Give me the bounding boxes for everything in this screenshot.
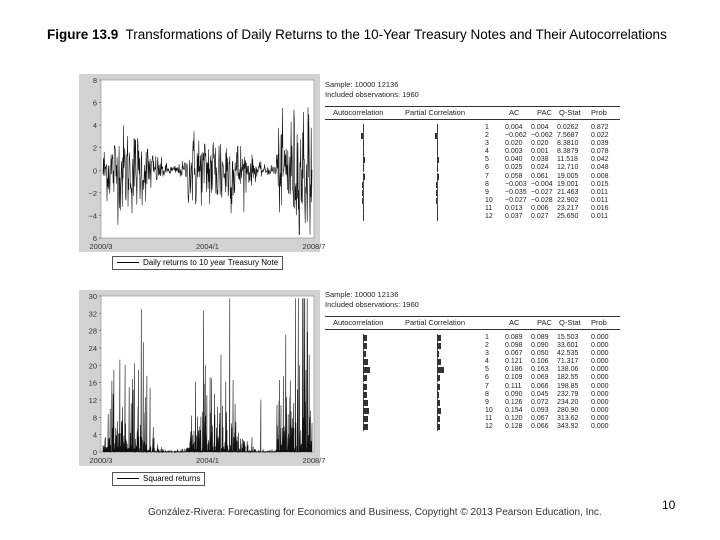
correlogram-row (325, 358, 620, 366)
qstat-value: 138.06 (557, 366, 579, 374)
ac-bar (363, 367, 370, 373)
col-ac: AC (509, 318, 520, 327)
pac-value: 0.090 (531, 342, 549, 350)
qstat-value: 23.217 (557, 204, 579, 212)
y-tick-label: 6 (92, 98, 97, 108)
qstat-value: 19.001 (557, 180, 579, 188)
page-number: 10 (662, 498, 676, 512)
prob-value: 0.000 (591, 414, 609, 422)
prob-value: 0.011 (591, 188, 608, 196)
correlogram-header (325, 106, 620, 120)
lag: 6 (485, 374, 489, 382)
y-tick-label: 4 (92, 430, 97, 440)
y-tick-label: 12 (88, 396, 97, 405)
ac-value: −0.062 (505, 132, 527, 140)
legend-line-swatch (117, 262, 139, 263)
lag: 11 (485, 204, 493, 212)
qstat-value: 33.601 (557, 342, 579, 350)
ac-value: 0.186 (505, 366, 523, 374)
pac-bar (437, 174, 439, 180)
col-pac: PAC (537, 318, 552, 327)
y-tick-label: 32 (88, 309, 97, 319)
ac-value: 0.040 (505, 156, 523, 164)
col-prob: Prob (591, 108, 607, 117)
ac-bar (363, 214, 364, 220)
ac-value: 0.154 (505, 406, 523, 414)
ac-bar (363, 343, 367, 349)
pac-value: 0.069 (531, 374, 549, 382)
returns-chart-legend (112, 256, 283, 270)
prob-value: 0.000 (591, 390, 609, 398)
pac-zero-axis (437, 197, 438, 205)
pac-value: 0.045 (531, 390, 549, 398)
pac-bar (437, 392, 439, 398)
prob-value: 0.015 (591, 180, 609, 188)
correlogram-row (325, 140, 620, 148)
squared-returns-legend (112, 472, 205, 486)
qstat-value: 71.317 (557, 358, 579, 366)
ac-value: 0.126 (505, 398, 523, 406)
y-tick-label: 6 (92, 234, 97, 243)
col-qstat: Q-Stat (559, 318, 581, 327)
prob-value: 0.000 (591, 334, 609, 341)
correlogram-rows (325, 334, 620, 431)
lag: 1 (485, 334, 489, 341)
pac-bar (436, 198, 437, 204)
prob-value: 0.048 (591, 164, 609, 172)
correlogram-row (325, 148, 620, 156)
x-tick-label: 2008/7 (302, 456, 326, 465)
qstat-value: 22.902 (557, 196, 579, 204)
ac-bar (362, 198, 363, 204)
pac-value: 0.066 (531, 382, 549, 390)
pac-value: 0.072 (531, 398, 549, 406)
ac-value: 0.025 (505, 164, 523, 172)
prob-value: 0.000 (591, 358, 609, 366)
y-tick-label: 4 (92, 121, 97, 131)
ac-bar (361, 133, 363, 139)
col-prob: Prob (591, 318, 607, 327)
prob-value: 0.000 (591, 382, 609, 390)
squared-returns-chart-panel (79, 290, 326, 466)
prob-value: 0.011 (591, 196, 608, 204)
ac-bar (362, 190, 363, 196)
correlogram-row (325, 399, 620, 407)
ac-bar (363, 149, 364, 155)
pac-value: 0.050 (531, 350, 549, 358)
correlogram-row (325, 366, 620, 374)
pac-value: 0.027 (531, 213, 549, 221)
qstat-value: 232.79 (557, 390, 579, 398)
correlogram-row (325, 374, 620, 382)
ac-value: 0.089 (505, 334, 523, 341)
y-tick-label: −2 (88, 188, 97, 198)
qstat-value: 313.62 (557, 414, 579, 422)
qstat-value: 21.463 (557, 188, 579, 196)
ac-bar (363, 174, 365, 180)
correlogram-row (325, 164, 620, 172)
pac-bar (437, 367, 444, 373)
pac-bar (437, 408, 441, 414)
pac-bar (435, 133, 437, 139)
pac-value: 0.001 (531, 148, 549, 156)
ac-bar (363, 125, 364, 131)
qstat-value: 8.3879 (557, 148, 579, 156)
lag: 3 (485, 350, 489, 358)
ac-value: 0.004 (505, 124, 523, 131)
lag: 11 (485, 414, 493, 422)
qstat-value: 8.3810 (557, 140, 579, 148)
correlogram-row (325, 415, 620, 423)
correlogram-row (325, 213, 620, 221)
figure-label: Figure 13.9 (47, 27, 119, 42)
figure-caption: Transformations of Daily Returns to the 10-Year Treasury Notes and Their Autocorrelations (125, 27, 667, 42)
lag: 6 (485, 164, 489, 172)
y-tick-label: 8 (92, 76, 97, 85)
pac-zero-axis (437, 189, 438, 197)
y-tick-label: 20 (88, 361, 97, 371)
pac-value: 0.061 (531, 172, 549, 180)
ac-value: −0.035 (505, 188, 527, 196)
correlogram-row (325, 350, 620, 358)
ac-bar (363, 206, 364, 212)
pac-value: 0.006 (531, 204, 549, 212)
ac-bar (363, 400, 368, 406)
ac-bar (363, 392, 367, 398)
correlogram-row (325, 181, 620, 189)
col-pac: PAC (537, 108, 552, 117)
col-partial-correlation: Partial Correlation (405, 318, 466, 327)
lag: 12 (485, 423, 493, 431)
copyright-footer: González-Rivera: Forecasting for Economics and Business, Copyright © 2013 Pearson Education, Inc. (148, 507, 602, 518)
observations-text: Included observations: 1960 (325, 90, 419, 99)
ac-value: 0.020 (505, 140, 523, 148)
x-tick-label: 2000/3 (89, 456, 113, 465)
ac-bar (363, 408, 369, 414)
prob-value: 0.000 (591, 406, 609, 414)
ac-bar (363, 165, 364, 171)
col-autocorrelation: Autocorrelation (333, 108, 384, 117)
pac-bar (437, 343, 441, 349)
pac-zero-axis (437, 132, 438, 140)
slide-title (47, 27, 667, 42)
prob-value: 0.011 (591, 213, 608, 221)
col-qstat: Q-Stat (559, 108, 581, 117)
correlogram-row (325, 334, 620, 342)
ac-value: 0.058 (505, 172, 523, 180)
lag: 10 (485, 196, 493, 204)
returns-chart (79, 74, 326, 252)
ac-value: 0.067 (505, 350, 523, 358)
x-tick-label: 2008/7 (302, 242, 326, 251)
qstat-value: 15.503 (557, 334, 579, 341)
ac-zero-axis (363, 132, 364, 140)
ac-bar (363, 424, 368, 430)
pac-bar (437, 335, 441, 341)
correlogram-row (325, 423, 620, 431)
correlogram-row (325, 407, 620, 415)
qstat-value: 7.5687 (557, 132, 579, 140)
correlogram-row (325, 132, 620, 140)
pac-value: 0.067 (531, 414, 549, 422)
squared-returns-chart (79, 290, 326, 466)
correlogram-header (325, 316, 620, 330)
lag: 1 (485, 124, 489, 131)
ac-zero-axis (363, 197, 364, 205)
pac-bar (437, 125, 438, 131)
y-tick-label: 16 (88, 378, 97, 388)
y-tick-label: 28 (88, 326, 97, 336)
correlogram-row (325, 342, 620, 350)
pac-value: 0.163 (531, 366, 549, 374)
pac-value: 0.024 (531, 164, 549, 172)
pac-bar (437, 416, 440, 422)
pac-bar (437, 214, 438, 220)
col-autocorrelation: Autocorrelation (333, 318, 384, 327)
pac-bar (437, 149, 438, 155)
correlogram-row (325, 156, 620, 164)
ac-value: 0.109 (505, 374, 523, 382)
ac-value: 0.098 (505, 342, 523, 350)
lag: 2 (485, 132, 489, 140)
pac-bar (437, 165, 438, 171)
lag: 5 (485, 366, 489, 374)
legend-label: Squared returns (143, 474, 201, 483)
qstat-value: 12.710 (557, 164, 579, 172)
pac-bar (437, 157, 439, 163)
ac-value: 0.037 (505, 213, 523, 221)
observations-text: Included observations: 1960 (325, 300, 419, 309)
prob-value: 0.016 (591, 204, 609, 212)
y-tick-label: 30 (88, 292, 97, 301)
x-tick-label: 2004/1 (196, 242, 219, 251)
qstat-value: 280.90 (557, 406, 579, 414)
correlogram-row (325, 205, 620, 213)
prob-value: 0.000 (591, 350, 609, 358)
lag: 7 (485, 172, 489, 180)
pac-value: −0.028 (531, 196, 553, 204)
ac-bar (363, 351, 366, 357)
ac-value: 0.090 (505, 390, 523, 398)
sample-text: Sample: 10000 12136 (325, 80, 399, 89)
prob-value: 0.000 (591, 423, 609, 431)
ac-bar (363, 375, 367, 381)
correlogram-row (325, 189, 620, 197)
col-ac: AC (509, 108, 520, 117)
pac-value: −0.062 (531, 132, 553, 140)
pac-bar (437, 424, 440, 430)
y-tick-label: 2 (92, 143, 97, 153)
pac-bar (436, 182, 437, 188)
pac-value: 0.020 (531, 140, 549, 148)
correlogram-row (325, 391, 620, 399)
pac-value: 0.004 (531, 124, 549, 131)
lag: 5 (485, 156, 489, 164)
lag: 7 (485, 382, 489, 390)
y-tick-label: −4 (88, 211, 97, 221)
qstat-value: 234.20 (557, 398, 579, 406)
sample-text: Sample: 10000 12136 (325, 290, 399, 299)
pac-bar (436, 190, 437, 196)
ac-value: −0.003 (505, 180, 527, 188)
lag: 8 (485, 180, 489, 188)
prob-value: 0.042 (591, 156, 609, 164)
pac-value: −0.027 (531, 188, 553, 196)
lag: 8 (485, 390, 489, 398)
prob-value: 0.000 (591, 366, 609, 374)
ac-bar (363, 384, 367, 390)
correlogram-row (325, 124, 620, 132)
y-tick-label: 8 (92, 413, 97, 423)
lag: 9 (485, 188, 489, 196)
qstat-value: 198.85 (557, 382, 579, 390)
y-tick-label: 0 (92, 166, 97, 176)
prob-value: 0.008 (591, 172, 609, 180)
ac-value: −0.027 (505, 196, 527, 204)
legend-label: Daily returns to 10 year Treasury Note (143, 258, 279, 267)
legend-line-swatch (117, 478, 139, 479)
x-tick-label: 2000/3 (89, 242, 113, 251)
squared-correlogram (325, 290, 620, 431)
lag: 10 (485, 406, 493, 414)
prob-value: 0.022 (591, 132, 609, 140)
ac-bar (363, 157, 365, 163)
pac-bar (437, 206, 438, 212)
prob-value: 0.000 (591, 342, 609, 350)
pac-value: 0.106 (531, 358, 549, 366)
ac-bar (363, 141, 364, 147)
pac-zero-axis (437, 181, 438, 189)
lag: 2 (485, 342, 489, 350)
lag: 4 (485, 148, 489, 156)
pac-bar (437, 384, 440, 390)
prob-value: 0.000 (591, 398, 609, 406)
y-tick-label: 0 (92, 448, 97, 457)
pac-value: 0.038 (531, 156, 549, 164)
ac-bar (363, 359, 368, 365)
ac-value: 0.120 (505, 414, 523, 422)
pac-bar (437, 359, 441, 365)
lag: 3 (485, 140, 489, 148)
prob-value: 0.000 (591, 374, 609, 382)
prob-value: 0.039 (591, 140, 609, 148)
qstat-value: 182.55 (557, 374, 579, 382)
ac-value: 0.121 (505, 358, 523, 366)
ac-value: 0.128 (505, 423, 523, 431)
correlogram-row (325, 173, 620, 181)
ac-value: 0.013 (505, 204, 523, 212)
ac-bar (363, 335, 367, 341)
pac-bar (437, 400, 440, 406)
pac-value: −0.004 (531, 180, 553, 188)
pac-bar (437, 141, 438, 147)
qstat-value: 19.005 (557, 172, 579, 180)
pac-value: 0.066 (531, 423, 549, 431)
returns-chart-panel (79, 74, 326, 252)
pac-bar (437, 375, 440, 381)
lag: 12 (485, 213, 493, 221)
qstat-value: 11.518 (557, 156, 578, 164)
ac-zero-axis (363, 181, 364, 189)
correlogram-row (325, 383, 620, 391)
ac-bar (363, 416, 368, 422)
lag: 4 (485, 358, 489, 366)
y-tick-label: 24 (88, 344, 97, 353)
x-tick-label: 2004/1 (196, 456, 219, 465)
qstat-value: 343.92 (557, 423, 579, 431)
qstat-value: 25.650 (557, 213, 579, 221)
ac-zero-axis (363, 189, 364, 197)
prob-value: 0.872 (591, 124, 609, 131)
ac-bar (362, 182, 363, 188)
ac-value: 0.003 (505, 148, 523, 156)
correlogram-rows (325, 124, 620, 221)
qstat-value: 42.535 (557, 350, 579, 358)
pac-value: 0.093 (531, 406, 549, 414)
correlogram-row (325, 197, 620, 205)
lag: 9 (485, 398, 489, 406)
prob-value: 0.078 (591, 148, 609, 156)
returns-correlogram (325, 80, 620, 221)
qstat-value: 0.0262 (557, 124, 579, 131)
pac-bar (437, 351, 439, 357)
col-partial-correlation: Partial Correlation (405, 108, 466, 117)
ac-value: 0.111 (505, 382, 522, 390)
pac-value: 0.089 (531, 334, 549, 341)
